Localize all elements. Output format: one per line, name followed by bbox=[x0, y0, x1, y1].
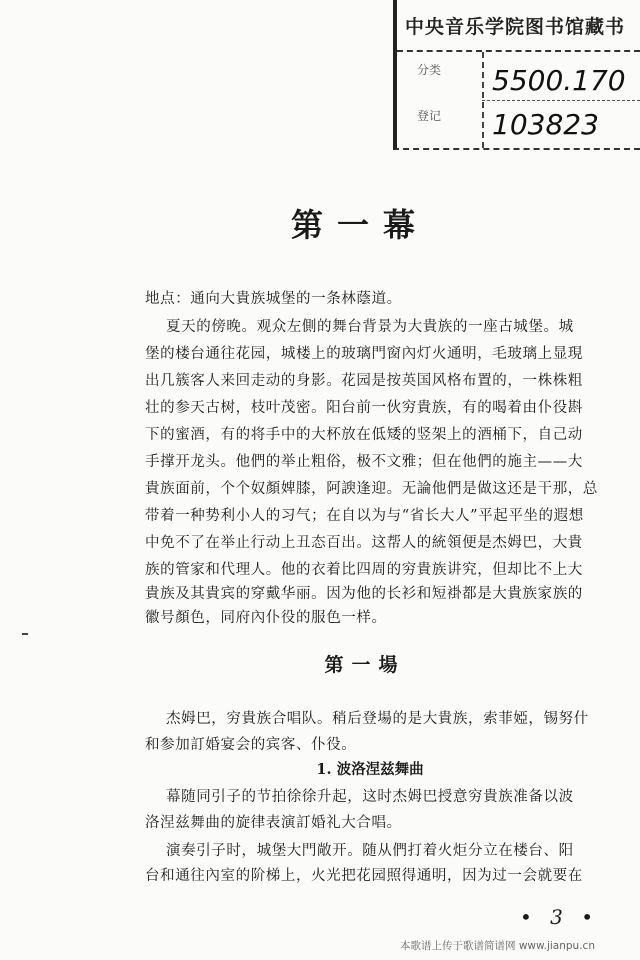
text-line: 杰姆巴，穷貴族合唱队。稍后登場的是大貴族，索菲婭，锡努什 bbox=[166, 711, 589, 727]
text-line: 堡的楼台通往花园，城楼上的玻璃門窗內灯火通明，毛玻璃上显現 bbox=[145, 346, 583, 362]
text-line: 和参加訂婚宴会的宾客、仆役。 bbox=[145, 737, 357, 753]
text-line: 洛涅兹舞曲的旋律表演訂婚礼大合唱。 bbox=[145, 815, 402, 831]
text-line: 演奏引子时，城堡大門敞开。随从們打着火炬分立在楼台、阳 bbox=[166, 843, 574, 859]
text-line: 幕随同引子的节拍徐徐升起，这时杰姆巴授意穷貴族准备以波 bbox=[166, 789, 574, 805]
text-line: 族的管家和代理人。他的衣着比四周的穷貴族讲究，但却比不上大 bbox=[145, 562, 583, 578]
number-title: 1. 波洛涅兹舞曲 bbox=[316, 761, 424, 778]
footer-watermark: 本歌谱上传于歌谱简谱网 www.jianpu.cn bbox=[400, 940, 595, 952]
stamp-label: 登记 bbox=[417, 109, 442, 123]
act-title: 第一幕 bbox=[290, 206, 429, 244]
text-line: 中免不了在举止行动上丑态百出。这帮人的統領便是杰姆巴，大貴 bbox=[145, 535, 583, 551]
stamp-title: 中央音乐学院图书馆藏书 bbox=[405, 16, 626, 38]
text-line: 手撑开龙头。他們的举止粗俗，极不文雅；但在他們的施主——大 bbox=[145, 454, 583, 470]
text-line: 出几簇客人来回走动的身影。花园是按英国风格布置的，一株株粗 bbox=[145, 373, 583, 389]
text-line: 壮的参天古树，枝叶茂密。阳台前一伙穷貴族，有的喝着由仆役斟 bbox=[145, 400, 583, 416]
text-line: 貴族面前，个个奴顏婢膝，阿諛逢迎。无論他們是做这还是干那，总 bbox=[145, 481, 598, 497]
text-line: 带着一种势利小人的习气；在自以为与“省长大人”平起平坐的遐想 bbox=[145, 508, 584, 524]
text-line: 台和通往內室的阶梯上，火光把花园照得通明，因为过一会就要在 bbox=[145, 868, 583, 884]
library-stamp bbox=[393, 0, 640, 150]
stamp-label: 分类 bbox=[417, 63, 442, 77]
text-line: 貴族及其貴宾的穿戴华丽。因为他的长衫和短褂都是大貴族家族的 bbox=[145, 586, 583, 602]
stamp-divider bbox=[482, 100, 640, 101]
accession-number: 103823 bbox=[492, 108, 599, 141]
stamp-side-labels bbox=[417, 60, 477, 126]
stamp-divider bbox=[397, 50, 640, 52]
text-line: 徽号顏色，同府內仆役的服色一样。 bbox=[145, 610, 387, 626]
text-line: 夏天的傍晚。观众左側的舞台背景为大貴族的一座古城堡。城 bbox=[166, 319, 574, 335]
text-line: 下的蜜酒，有的将手中的大杯放在低矮的竖架上的酒桶下，自己动 bbox=[145, 427, 583, 443]
scan-mark bbox=[22, 633, 28, 635]
call-number: 5500.170 bbox=[492, 64, 626, 97]
scene-title: 第一場 bbox=[324, 654, 406, 676]
text-line: 地点：通向大貴族城堡的一条林蔭道。 bbox=[145, 291, 402, 307]
page-number: • 3 • bbox=[520, 905, 600, 929]
